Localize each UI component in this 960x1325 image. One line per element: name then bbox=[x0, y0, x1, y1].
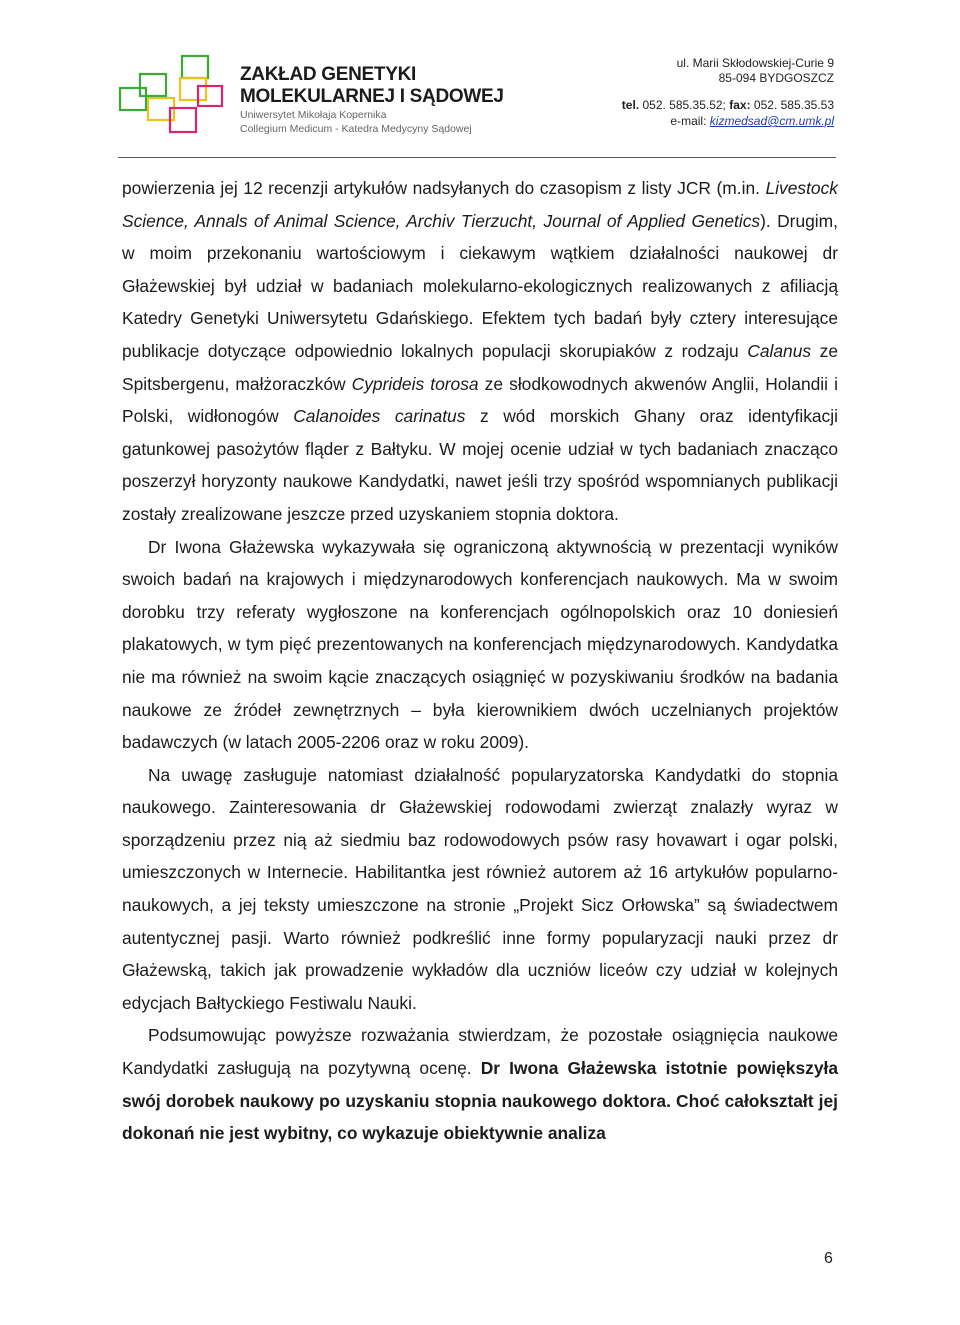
org-collegium: Collegium Medicum - Katedra Medycyny Sądowej bbox=[240, 123, 472, 135]
fax-label: fax: bbox=[729, 98, 751, 112]
org-name-line1: ZAKŁAD GENETYKI bbox=[240, 64, 417, 85]
address-street: ul. Marii Skłodowskiej-Curie 9 bbox=[676, 56, 834, 70]
p1-text-c: ze Spitsbergenu, małżoraczków bbox=[122, 340, 838, 394]
contact-block bbox=[622, 97, 834, 129]
paragraph-4 bbox=[122, 1019, 838, 1149]
p1-text-d: ze słodkowodnych akwenów Anglii, Holandii i Polski, widłonogów bbox=[122, 373, 838, 427]
logo-square-green-2 bbox=[140, 74, 166, 96]
header-divider bbox=[118, 157, 836, 158]
p1-text-e: z wód morskich Ghany oraz identyfikacji gatunkowej pasożytów fląder z Bałtyku. W mojej ocenie udział w tych badaniach znacząco poszerzył horyzonty naukowe Kandydatki, nawet jeśli trzy spośród wspomnianych publikacji zostały zrealizowane jeszcze przed uzyskaniem stopnia doktora. bbox=[122, 406, 838, 524]
department-logo bbox=[118, 50, 228, 140]
paragraph-3: Na uwagę zasługuje natomiast działalność popularyzatorska Kandydatki do stopnia naukowego. Zainteresowania dr Głażewskiej rodowodami zwierząt znalazły wyraz w sporządzeniu przez nią aż siedmiu baz rodowodowych psów rasy hovawart i ogar polski, umieszczonych w Internecie. Habilitantka jest również autorem aż 16 artykułów popularno-naukowych, a jej teksty umieszczone na stronie „Projekt Sicz Orłowska” są świadectwem autentycznej pasji. Warto również podkreślić inne formy popularyzacji nauki przez dr Głażewską, takich jak prowadzenie wykładów dla uczniów liceów czy udział w kolejnych edycjach Bałtyckiego Festiwalu Nauki. bbox=[122, 764, 838, 1013]
fax-number: 052. 585.35.53 bbox=[753, 98, 834, 112]
phone-fax-line bbox=[622, 97, 834, 113]
page-number: 6 bbox=[824, 1250, 833, 1267]
p4-conclusion-bold: Dr Iwona Głażewska istotnie powiększyła swój dorobek naukowy po uzyskaniu stopnia naukowego doktora. Choć całokształt jej dokonań nie jest wybitny, co wykazuje obiektywnie analiza bbox=[122, 1058, 838, 1144]
email-label: e-mail: bbox=[670, 114, 707, 128]
paragraph-1 bbox=[122, 172, 838, 531]
paragraph-2: Dr Iwona Głażewska wykazywała się ograniczoną aktywnością w prezentacji wyników swoich badań na krajowych i międzynarodowych konferencjach naukowych. Ma w swoim dorobku trzy referaty wygłoszone na konferencjach ogólnopolskich oraz 10 doniesień plakatowych, w tym pięć prezentowanych na konferencjach międzynarodowych. Kandydatka nie ma również na swoim kącie znaczących osiągnięć w pozyskiwaniu środków na badania naukowe ze źródeł zewnętrznych – była kierownikiem dwóch uczelnianych projektów badawczych (w latach 2005-2206 oraz w roku 2009). bbox=[122, 536, 838, 753]
organization-name bbox=[240, 64, 504, 136]
p1-journals: Livestock Science, Annals of Animal Science, Archiv Tierzucht, Journal of Applied Genetics bbox=[122, 178, 838, 231]
tel-number: 052. 585.35.52; bbox=[642, 98, 726, 112]
org-name-line2: MOLEKULARNEJ I SĄDOWEJ bbox=[240, 86, 504, 107]
p1-calanus: Calanus bbox=[747, 340, 812, 361]
p4-text: Podsumowując powyższe rozważania stwierdzam, że pozostałe osiągnięcia naukowe Kandydatki zasługują na pozytywną ocenę. bbox=[122, 1025, 838, 1079]
email-line bbox=[622, 113, 834, 129]
p1-text-a: powierzenia jej 12 recenzji artykułów nadsyłanych do czasopism z listy JCR (m.in. bbox=[122, 178, 766, 198]
logo-square-yellow-2 bbox=[180, 78, 206, 100]
p1-cyprideis: Cyprideis torosa bbox=[351, 373, 479, 394]
logo-square-green-1 bbox=[120, 88, 146, 110]
logo-square-green-3 bbox=[182, 56, 208, 78]
logo-square-pink-1 bbox=[198, 86, 222, 106]
address-city: 85-094 BYDGOSZCZ bbox=[718, 71, 834, 85]
p1-calanoides: Calanoides carinatus bbox=[293, 406, 466, 427]
address-block bbox=[677, 56, 834, 86]
p1-text-b: ). Drugim, w moim przekonaniu wartościowym i ciekawym wątkiem działalności naukowej dr Głażewskiej był udział w badaniach molekularno-ekologicznych realizowanych z afiliacją Katedry Genetyki Uniwersytetu Gdańskiego. Efektem tych badań były cztery interesujące publikacje dotyczące odpowiednio lokalnych populacji skorupiaków z rodzaju bbox=[122, 210, 838, 361]
letter-body bbox=[122, 172, 838, 1150]
email-link[interactable]: kizmedsad@cm.umk.pl bbox=[709, 114, 834, 128]
org-university: Uniwersytet Mikołaja Kopernika bbox=[240, 109, 387, 121]
tel-label: tel. bbox=[621, 98, 640, 112]
